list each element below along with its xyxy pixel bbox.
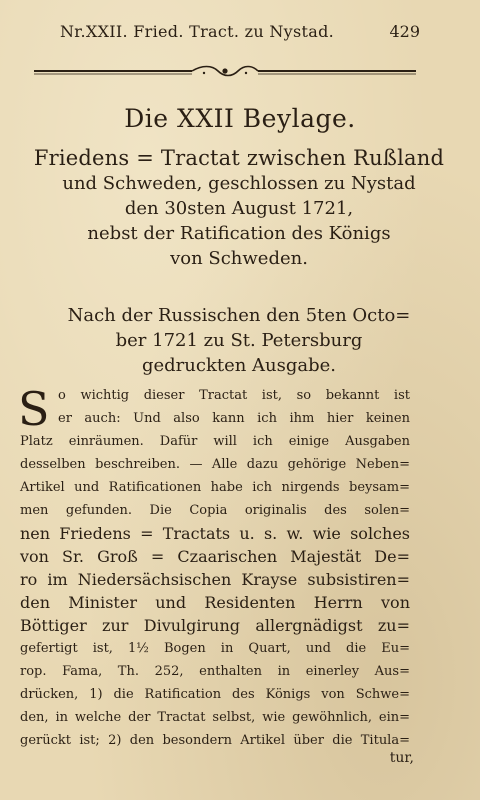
title-line: nebst der Ratification des Königs	[87, 223, 391, 244]
title-line: Friedens = Tractat zwischen Rußland	[33, 146, 445, 170]
body-line: o wichtig dieser Tractat ist, so bekannt ist	[58, 388, 410, 403]
title-line: den 30sten August 1721,	[124, 198, 354, 219]
page-header	[60, 22, 420, 41]
body-line: desselben beschreiben. — Alle dazu gehörige Neben=	[20, 457, 410, 472]
body-line: von Sr. Groß = Czaarischen Majestät De=	[20, 547, 410, 566]
body-line: Böttiger zur Divulgirung allergnädigst zu=	[20, 616, 410, 635]
page-number: 429	[389, 22, 420, 41]
treaty-title	[24, 146, 454, 271]
edition-subheading	[24, 303, 454, 378]
subhead-line: Nach der Russischen den 5ten Octo=	[67, 305, 411, 326]
title-line: von Schweden.	[170, 248, 308, 269]
ornamental-rule	[32, 64, 418, 78]
title-line: und Schweden, geschlossen zu Nystad	[62, 173, 416, 194]
appendix-heading: Die XXII Beylage.	[124, 104, 356, 133]
body-line: gefertigt ist, 1½ Bogen in Quart, und die Eu=	[20, 641, 410, 656]
body-line: men gefunden. Die Copia originalis des solen=	[20, 503, 410, 518]
body-line: gerückt ist; 2) den besondern Artikel über die Titula=	[20, 733, 410, 748]
body-line: rop. Fama, Th. 252, enthalten in einerley Aus=	[20, 664, 410, 679]
catchword: tur,	[389, 750, 414, 766]
body-line: er auch: Und also kann ich ihm hier keinen	[58, 411, 410, 426]
subhead-line: ber 1721 zu St. Petersburg	[115, 330, 363, 351]
body-line: den Minister und Residenten Herrn von	[20, 593, 410, 612]
body-line: den, in welche der Tractat selbst, wie gewöhnlich, ein=	[20, 710, 410, 725]
subhead-line: gedruckten Ausgabe.	[141, 355, 337, 376]
body-line: ro im Niedersächsischen Krayse subsistiren=	[20, 570, 410, 589]
body-line: drücken, 1) die Ratification des Königs von Schwe=	[20, 687, 410, 702]
body-line: nen Friedens = Tractats u. s. w. wie solches	[20, 524, 410, 543]
running-title: Nr.XXII. Fried. Tract. zu Nystad.	[60, 22, 335, 41]
body-text	[20, 384, 410, 752]
drop-cap: S	[18, 382, 50, 436]
body-line: Artikel und Ratificationen habe ich nirgends beysam=	[20, 480, 410, 495]
body-line: Platz einräumen. Dafür will ich einige Ausgaben	[20, 434, 410, 449]
